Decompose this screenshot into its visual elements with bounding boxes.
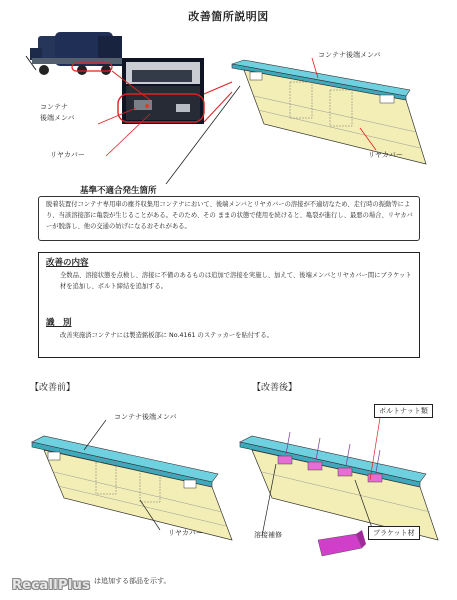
after-label: 【改善後】 bbox=[252, 383, 298, 393]
label-container-rear-member-photo: コンテナ 後端メンバ bbox=[40, 103, 75, 122]
legend-text: は追加する部品を示す。 bbox=[94, 577, 171, 585]
after-diagram bbox=[240, 418, 438, 540]
label-after-bolt-nut: ボルトナット類 bbox=[374, 404, 433, 418]
label-before-rear-cover: リヤカバー bbox=[168, 529, 203, 537]
improvement-box bbox=[38, 252, 420, 358]
label-rear-cover-photo: リヤカバー bbox=[50, 151, 85, 159]
nonconformity-text: 脱着装置付コンテナ専用車の塵芥収集用コンテナにおいて、後端メンバとリヤカバーの溶接が不適切なため、走行時の振動等により、当該溶接部に亀裂が生じることがある。そのため、その ままの状態で使用を続けると、亀裂が進行し、最悪の場合、リヤカバーが脱落し、他の交通の妨げになるおそれがある。 bbox=[46, 201, 413, 231]
watermark: RecallPlus bbox=[12, 578, 91, 593]
label-container-rear-member: コンテナ後端メンバ bbox=[318, 51, 381, 59]
label-rear-cover-diagram: リヤカバー bbox=[368, 151, 403, 159]
identification-text: 改善実施済コンテナには製造銘板部に No.4161 のステッカーを貼付する。 bbox=[60, 332, 273, 339]
improvement-heading: 改善の内容 bbox=[46, 258, 89, 268]
bracket-part-icon bbox=[318, 530, 366, 556]
nonconformity-heading: 基準不適合発生箇所 bbox=[80, 186, 157, 196]
label-after-weld-repair: 溶接補修 bbox=[254, 531, 282, 539]
label-before-rear-member: コンテナ後端メンバ bbox=[114, 413, 177, 421]
container-diagram bbox=[232, 58, 426, 164]
identification-heading: 識 別 bbox=[46, 318, 72, 328]
improvement-text: 全数品、溶接状態を点検し、溶接に不備のあるものは追加で溶接を実施し、加えて、後端メンバとリヤカバー間にブラケット材を追加し、ボルト締結を追加する。 bbox=[60, 272, 412, 291]
before-diagram bbox=[32, 420, 232, 540]
label-after-bracket: ブラケット材 bbox=[368, 526, 420, 540]
truck-icon bbox=[26, 32, 124, 75]
rear-photo bbox=[118, 58, 204, 124]
page-title: 改善箇所説明図 bbox=[188, 10, 269, 23]
before-label: 【改善前】 bbox=[30, 383, 76, 393]
top-illustration bbox=[0, 0, 457, 190]
